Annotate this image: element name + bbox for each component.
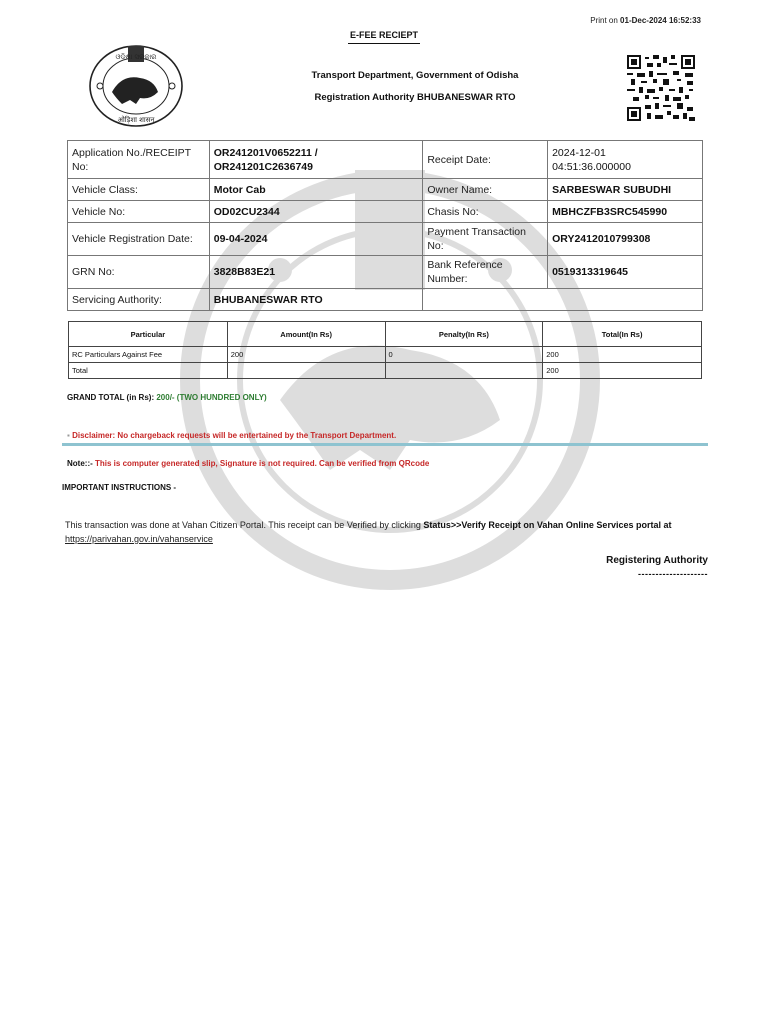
warning-icon: ▪ — [67, 431, 70, 440]
signature-line: -------------------- — [638, 569, 708, 579]
fee-cell: 200 — [543, 363, 702, 379]
fee-header-penalty: Penalty(In Rs) — [385, 322, 543, 347]
receipt-date-label: Receipt Date: — [423, 141, 548, 179]
fee-cell: RC Particulars Against Fee — [69, 347, 228, 363]
bank-reference-label: Bank Reference Number: — [423, 256, 548, 289]
transaction-info — [65, 520, 671, 530]
table-row — [69, 347, 702, 363]
registration-authority: Registration Authority BHUBANESWAR RTO — [314, 92, 516, 103]
qr-code-icon[interactable] — [627, 55, 695, 121]
fee-cell: 200 — [543, 347, 702, 363]
odisha-seal-icon — [86, 44, 186, 129]
fee-header-particular: Particular — [69, 322, 228, 347]
table-row — [68, 179, 703, 201]
table-row — [68, 223, 703, 256]
transaction-text: This transaction was done at Vahan Citizen Portal. This receipt can be Verified by clicking — [65, 520, 421, 530]
grand-total-value: 200/- (TWO HUNDRED ONLY) — [156, 393, 267, 402]
fee-cell — [385, 363, 543, 379]
fee-table-header — [69, 322, 702, 347]
owner-name-label: Owner Name: — [423, 179, 548, 201]
registering-authority: Registering Authority — [606, 555, 708, 566]
seal-top-text: ଓଡ଼ିଶା ସରକାର — [115, 53, 157, 61]
vehicle-no-value: OD02CU2344 — [209, 201, 423, 223]
table-row — [68, 256, 703, 289]
table-row — [69, 363, 702, 379]
vehicle-class-label: Vehicle Class: — [68, 179, 210, 201]
seal-bottom-text: ओड़िशा शासन — [117, 116, 155, 124]
registration-date-label: Vehicle Registration Date: — [68, 223, 210, 256]
application-no-line-1: OR241201V0652211 / — [213, 146, 318, 159]
table-row — [68, 289, 703, 311]
disclaimer-text: Disclaimer: No chargeback requests will be entertained by the Transport Department. — [72, 431, 397, 440]
vehicle-class-value: Motor Cab — [209, 179, 423, 201]
vehicle-details-table — [67, 140, 703, 311]
transaction-bold-text: Status>>Verify Receipt on Vahan Online Services portal at — [423, 520, 672, 530]
note-text: This is computer generated slip, Signature is not required. Can be verified from QRcode — [95, 459, 430, 468]
grn-no-value: 3828B83E21 — [209, 256, 423, 289]
vehicle-no-label: Vehicle No: — [68, 201, 210, 223]
divider — [62, 443, 708, 446]
grn-no-label: GRN No: — [68, 256, 210, 289]
payment-transaction-value: ORY2412010799308 — [548, 223, 703, 256]
owner-name-value: SARBESWAR SUBUDHI — [548, 179, 703, 201]
fee-cell: 200 — [227, 347, 385, 363]
receipt-date-line-1: 2024-12-01 — [552, 146, 606, 159]
chassis-no-value: MBHCZFB3SRC545990 — [548, 201, 703, 223]
grand-total — [67, 393, 267, 402]
payment-transaction-label: Payment Transaction No: — [423, 223, 548, 256]
fee-cell — [227, 363, 385, 379]
servicing-authority-label: Servicing Authority: — [68, 289, 210, 311]
instructions-title: IMPORTANT INSTRUCTIONS - — [62, 483, 177, 492]
fee-table — [68, 321, 702, 379]
fee-header-amount: Amount(In Rs) — [227, 322, 385, 347]
grand-total-label: GRAND TOTAL (in Rs): — [67, 393, 155, 402]
fee-cell: Total — [69, 363, 228, 379]
table-row — [68, 141, 703, 179]
note — [67, 459, 429, 468]
note-label: Note::- — [67, 459, 93, 468]
bank-reference-value: 0519313319645 — [548, 256, 703, 289]
receipt-date-line-2: 04:51:36.000000 — [552, 160, 631, 173]
table-row — [68, 201, 703, 223]
department-name: Transport Department, Government of Odisha — [311, 70, 519, 81]
fee-header-total: Total(In Rs) — [543, 322, 702, 347]
print-datetime: 01-Dec-2024 16:52:33 — [620, 16, 701, 25]
print-label: Print on — [590, 16, 618, 25]
fee-cell: 0 — [385, 347, 543, 363]
application-no-label: Application No./RECEIPT No: — [68, 141, 210, 179]
disclaimer — [67, 431, 396, 440]
receipt-date-value — [548, 141, 703, 179]
empty-cell — [423, 289, 703, 311]
registration-date-value: 09-04-2024 — [209, 223, 423, 256]
print-timestamp — [590, 16, 701, 25]
application-no-line-2: OR241201C2636749 — [213, 160, 313, 173]
vahan-service-link[interactable]: https://parivahan.gov.in/vahanservice — [65, 534, 213, 544]
servicing-authority-value: BHUBANESWAR RTO — [209, 289, 423, 311]
chassis-no-label: Chasis No: — [423, 201, 548, 223]
page-title — [0, 30, 768, 40]
application-no-value — [209, 141, 423, 179]
page-title-text: E-FEE RECIEPT — [348, 30, 420, 44]
